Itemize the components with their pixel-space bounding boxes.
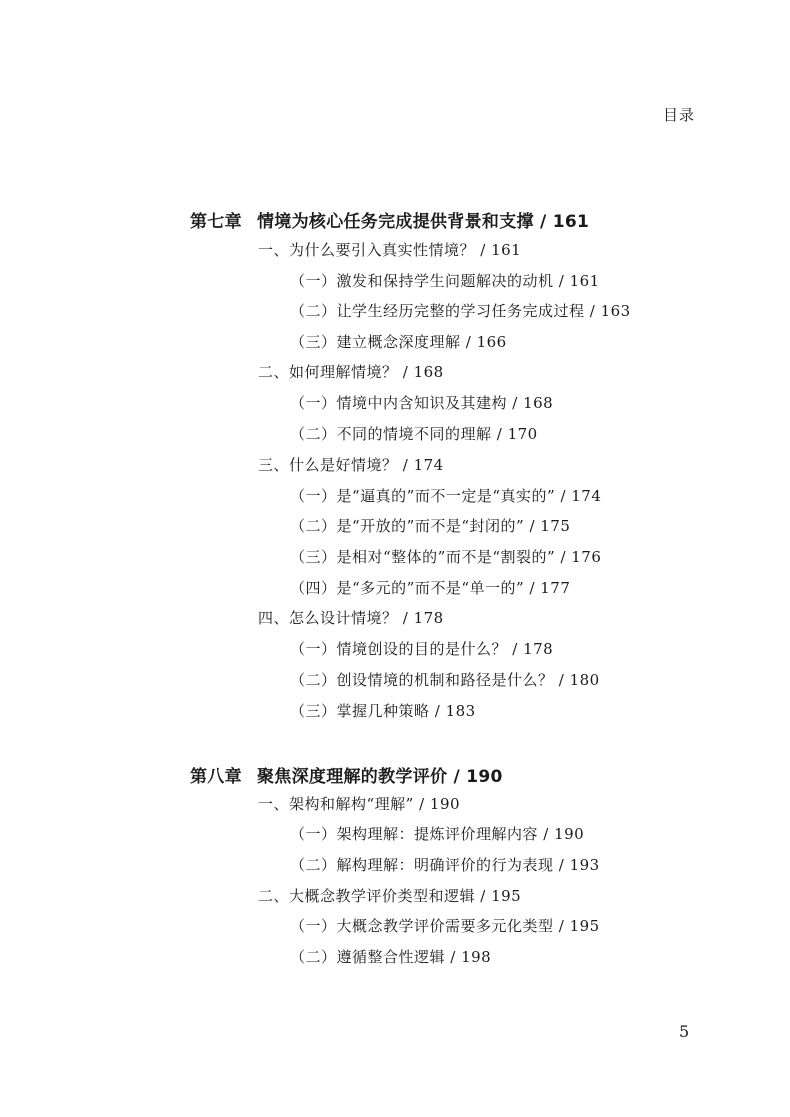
running-head: 目录 — [662, 106, 695, 124]
toc-entry-subsection: （二）创设情境的机制和路径是什么？ / 180 — [290, 671, 600, 689]
toc-entry-subsection: （二）解构理解：明确评价的行为表现 / 193 — [290, 856, 600, 874]
toc-entry-section: 二、大概念教学评价类型和逻辑 / 195 — [258, 887, 522, 905]
toc-entry-subsection: （一）情境中内含知识及其建构 / 168 — [290, 394, 554, 412]
toc-entry-subsection: （一）大概念教学评价需要多元化类型 / 195 — [290, 917, 600, 935]
toc-entry-subsection: （一）激发和保持学生问题解决的动机 / 161 — [290, 272, 600, 290]
chapter-title: 情境为核心任务完成提供背景和支撑 / 161 — [257, 212, 590, 232]
toc-entry-subsection: （三）是相对“整体的”而不是“割裂的” / 176 — [290, 548, 602, 566]
toc-entry-section: 二、如何理解情境？ / 168 — [258, 363, 444, 381]
page-number: 5 — [679, 1022, 690, 1041]
toc-entry-subsection: （二）是“开放的”而不是“封闭的” / 175 — [290, 517, 571, 535]
toc-entry-subsection: （二）遵循整合性逻辑 / 198 — [290, 948, 492, 966]
chapter-heading — [190, 762, 503, 787]
toc-entry-section: 四、怎么设计情境？ / 178 — [258, 609, 444, 627]
toc-entry-subsection: （三）掌握几种策略 / 183 — [290, 702, 476, 720]
toc-entry-subsection: （三）建立概念深度理解 / 166 — [290, 333, 507, 351]
toc-entry-section: 一、架构和解构“理解” / 190 — [258, 795, 461, 813]
chapter-number: 第七章 — [190, 212, 242, 232]
toc-entry-subsection: （一）情境创设的目的是什么？ / 178 — [290, 640, 554, 658]
toc-entry-subsection: （一）架构理解：提炼评价理解内容 / 190 — [290, 825, 585, 843]
toc-entry-subsection: （二）让学生经历完整的学习任务完成过程 / 163 — [290, 302, 631, 320]
chapter-heading — [190, 207, 589, 232]
toc-entry-subsection: （一）是“逼真的”而不一定是“真实的” / 174 — [290, 487, 602, 505]
toc-entry-subsection: （四）是“多元的”而不是“单一的” / 177 — [290, 579, 571, 597]
toc-entry-section: 三、什么是好情境？ / 174 — [258, 456, 444, 474]
chapter-number: 第八章 — [190, 767, 242, 787]
toc-entry-subsection: （二）不同的情境不同的理解 / 170 — [290, 425, 538, 443]
chapter-title: 聚焦深度理解的教学评价 / 190 — [257, 767, 503, 787]
toc-entry-section: 一、为什么要引入真实性情境？ / 161 — [258, 241, 522, 259]
